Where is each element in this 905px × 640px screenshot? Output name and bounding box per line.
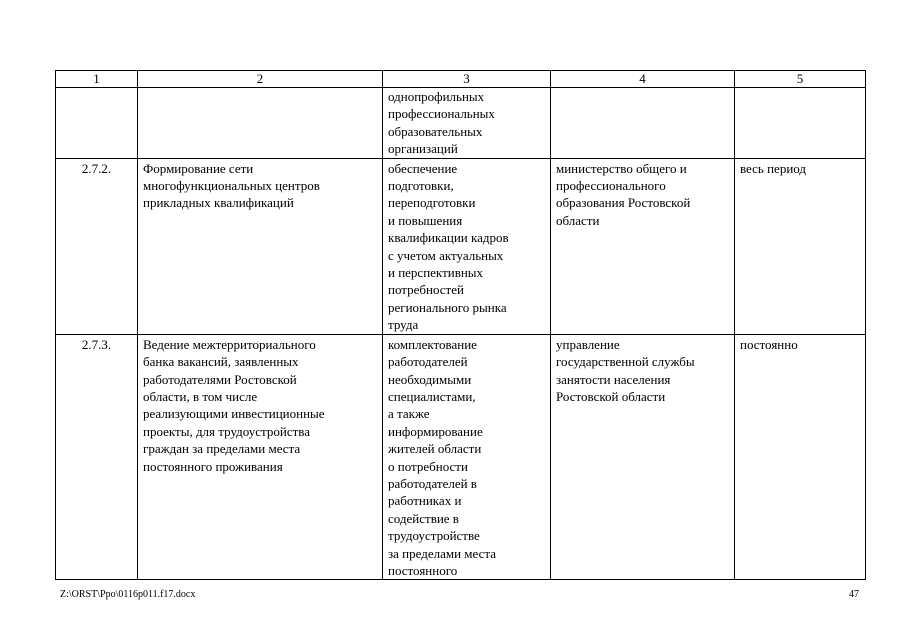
cell-text-line: прикладных квалификаций — [143, 195, 294, 211]
cell-text-line: регионального рынка — [388, 299, 507, 315]
column-header-2: 2 — [138, 71, 383, 88]
cell-text-line: области, в том числе — [143, 388, 258, 404]
cell-text-line: министерство общего и — [556, 160, 687, 176]
cell-content — [383, 334, 551, 580]
cell-number — [56, 88, 138, 159]
cell-activity — [138, 158, 383, 334]
cell-text-line: реализующими инвестиционные — [143, 406, 325, 422]
cell-text-line: граждан за пределами места — [143, 441, 301, 457]
cell-text-line: работодателей — [388, 354, 468, 370]
cell-text-line: труда — [388, 317, 419, 333]
cell-activity — [138, 88, 383, 159]
cell-text-line: жителей области — [388, 441, 482, 457]
column-header-5: 5 — [735, 71, 866, 88]
cell-text-line: содействие в — [388, 510, 459, 526]
cell-text-line: работодателями Ростовской — [143, 371, 297, 387]
cell-text-line: образовательных — [388, 123, 483, 139]
measures-table — [55, 70, 866, 580]
cell-text-line: квалификации кадров — [388, 230, 509, 246]
cell-text-line: обеспечение — [388, 160, 458, 176]
cell-text-line: проекты, для трудоустройства — [143, 423, 311, 439]
cell-text-line: специалистами, — [388, 388, 476, 404]
cell-text-line: постоянного — [388, 562, 458, 578]
table-header-row — [56, 71, 866, 88]
cell-executor — [551, 158, 735, 334]
cell-text-line: подготовки, — [388, 178, 454, 194]
cell-text-line: банка вакансий, заявленных — [143, 354, 299, 370]
cell-text-line: занятости населения — [556, 371, 671, 387]
cell-executor — [551, 334, 735, 580]
cell-text-line: а также — [388, 406, 430, 422]
footer-file-path: Z:\ORST\Ppo\0116p011.f17.docx — [60, 589, 196, 600]
cell-text-line: многофункциональных центров — [143, 178, 320, 194]
cell-text-line: и перспективных — [388, 265, 484, 281]
cell-text-line: с учетом актуальных — [388, 247, 504, 263]
cell-number: 2.7.2. — [56, 158, 138, 334]
cell-text-line: работниках и — [388, 493, 462, 509]
cell-text-line: переподготовки — [388, 195, 476, 211]
table-row — [56, 158, 866, 334]
table-row-continuation — [56, 88, 866, 159]
cell-text-line: однопрофильных — [388, 89, 485, 104]
cell-term — [735, 88, 866, 159]
cell-text-line: Ведение межтерриториального — [143, 336, 316, 352]
cell-text-line: о потребности — [388, 458, 468, 474]
cell-text-line: области — [556, 212, 600, 228]
cell-text-line: за пределами места — [388, 545, 496, 561]
cell-content — [383, 158, 551, 334]
cell-term: весь период — [735, 158, 866, 334]
cell-text-line: профессиональных — [388, 106, 495, 122]
cell-text-line: управление — [556, 336, 620, 352]
column-header-4: 4 — [551, 71, 735, 88]
table-row — [56, 334, 866, 580]
cell-text-line: потребностей — [388, 282, 464, 298]
cell-text-line: комплектование — [388, 336, 477, 352]
cell-text-line: информирование — [388, 423, 483, 439]
cell-activity — [138, 334, 383, 580]
column-header-3: 3 — [383, 71, 551, 88]
cell-content — [383, 88, 551, 159]
cell-term: постоянно — [735, 334, 866, 580]
cell-text-line: образования Ростовской — [556, 195, 691, 211]
footer-page-number: 47 — [849, 589, 859, 600]
cell-text-line: необходимыми — [388, 371, 472, 387]
cell-text-line: профессионального — [556, 178, 666, 194]
cell-text-line: и повышения — [388, 212, 463, 228]
cell-text-line: постоянного проживания — [143, 458, 283, 474]
cell-text-line: Ростовской области — [556, 388, 666, 404]
cell-text-line: Формирование сети — [143, 160, 254, 176]
cell-text-line: трудоустройстве — [388, 528, 480, 544]
cell-executor — [551, 88, 735, 159]
column-header-1: 1 — [56, 71, 138, 88]
cell-number: 2.7.3. — [56, 334, 138, 580]
cell-text-line: работодателей в — [388, 475, 477, 491]
cell-text-line: организаций — [388, 141, 458, 157]
cell-text-line: государственной службы — [556, 354, 695, 370]
